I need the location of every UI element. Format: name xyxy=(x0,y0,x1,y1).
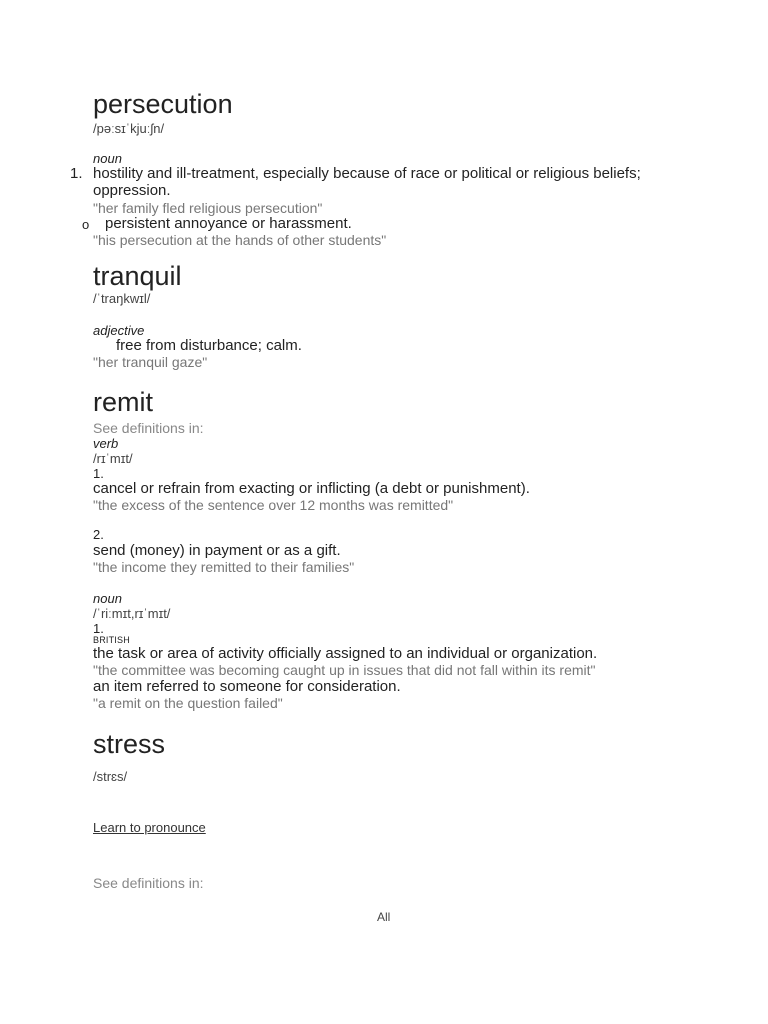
sense-number: 2. xyxy=(93,527,104,542)
phonetic-remit-verb: /rɪˈmɪt/ xyxy=(93,451,133,466)
see-definitions-label: See definitions in: xyxy=(93,420,204,436)
see-definitions-label: See definitions in: xyxy=(93,875,204,891)
tab-all[interactable]: All xyxy=(377,910,391,924)
definition: send (money) in payment or as a gift. xyxy=(93,542,341,559)
learn-to-pronounce-link[interactable]: Learn to pronounce xyxy=(93,820,206,835)
example: "her family fled religious persecution" xyxy=(93,200,323,216)
definition: the task or area of activity officially assigned to an individual or organization. xyxy=(93,645,598,662)
example: "the excess of the sentence over 12 months was remitted" xyxy=(93,497,454,513)
example: "a remit on the question failed" xyxy=(93,695,283,711)
part-of-speech: noun xyxy=(93,591,122,606)
phonetic-tranquil: /ˈtraŋkwɪl/ xyxy=(93,291,151,306)
example: "the committee was becoming caught up in issues that did not fall within its remit" xyxy=(93,662,596,678)
phonetic-stress: /strɛs/ xyxy=(93,769,128,784)
example: "the income they remitted to their families" xyxy=(93,559,355,575)
part-of-speech: adjective xyxy=(93,323,145,338)
headword-tranquil: tranquil xyxy=(93,261,182,291)
part-of-speech: noun xyxy=(93,151,122,166)
example: "her tranquil gaze" xyxy=(93,354,208,370)
subsense-definition: persistent annoyance or harassment. xyxy=(105,215,352,232)
headword-persecution: persecution xyxy=(93,89,233,119)
region-label: BRITISH xyxy=(93,635,130,645)
subsense-example: "his persecution at the hands of other students" xyxy=(93,232,387,248)
definition: an item referred to someone for consideration. xyxy=(93,678,401,695)
subsense-bullet: o xyxy=(82,217,90,232)
sense-number: 1. xyxy=(93,466,104,481)
sense-number: 1. xyxy=(70,165,83,182)
definition: hostility and ill-treatment, especially because of race or political or religious beliefs; oppression. xyxy=(93,165,641,199)
headword-remit: remit xyxy=(93,387,153,417)
part-of-speech: verb xyxy=(93,436,119,451)
definition: free from disturbance; calm. xyxy=(116,337,302,354)
definition: cancel or refrain from exacting or inflicting (a debt or punishment). xyxy=(93,480,530,497)
phonetic-remit-noun: /ˈriːmɪt,rɪˈmɪt/ xyxy=(93,606,171,621)
headword-stress: stress xyxy=(93,729,166,759)
sense-number: 1. xyxy=(93,621,104,636)
phonetic-persecution: /pəːsɪˈkjuːʃn/ xyxy=(93,121,165,136)
